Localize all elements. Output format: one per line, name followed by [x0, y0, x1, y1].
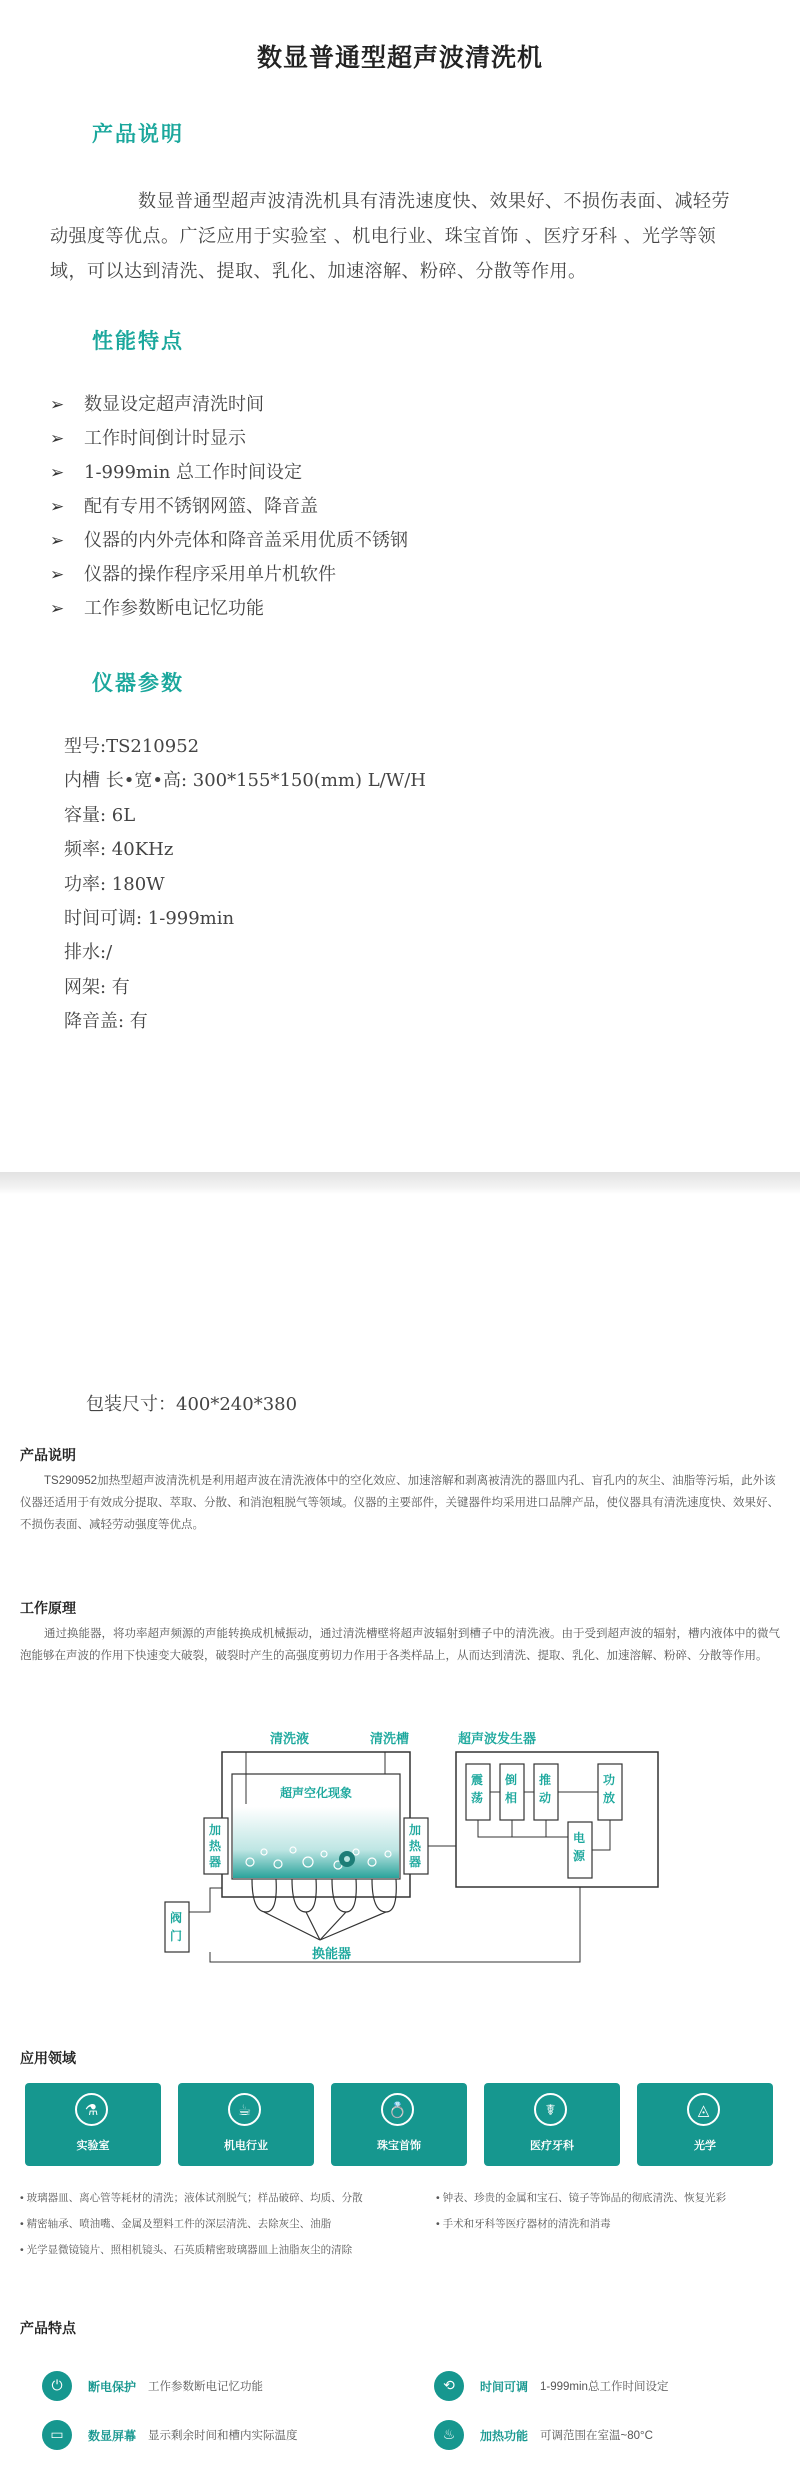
arrow-bullet-icon: ➢ [50, 599, 65, 619]
svg-text:电: 电 [573, 1831, 586, 1845]
list-item: ➢ 工作时间倒计时显示 [50, 422, 408, 456]
heat-icon: ♨ [434, 2420, 464, 2450]
svg-text:倒: 倒 [505, 1773, 518, 1787]
list-item: ➢ 工作参数断电记忆功能 [50, 592, 408, 626]
param-basket: 网架: 有 [64, 976, 130, 998]
feature-name: 加热功能 [480, 2429, 529, 2443]
clock-icon: ⟲ [434, 2371, 464, 2401]
param-inner-size: 内槽 长•宽•高: 300*155*150(mm) L/W/H [64, 770, 426, 792]
principle-paragraph: 通过换能器，将功率超声频源的声能转换成机械振动，通过清洗槽壁将超声波辐射到槽子中的清洗液。由于受到超声波的辐射，槽内液体中的微气泡能够在声波的作用下快速变大破裂，破裂时产生的高强度剪切力作用于各类样品上，从而达到清洗、提取、乳化、加速溶解、粉碎、分散等作用。 [20, 1628, 780, 1662]
svg-text:加: 加 [409, 1823, 422, 1837]
label-cavitation: 超声空化现象 [280, 1786, 353, 1800]
features2-heading: 产品特点 [20, 2320, 76, 2336]
section-heading-description: 产品说明 [92, 121, 184, 146]
intro-paragraph: TS290952加热型超声波清洗机是利用超声波在清洗液体中的空化效应、加速溶解和剥离被清洗的器皿内孔、盲孔内的灰尘、油脂等污垢，此外该仪器还适用于有效成分提取、萃取、分散、和消泡粗脱气等领域。仪器的主要部件，关键器件均采用进口品牌产品，使仪器具有清洗速度快、效果好、不损伤表面、减轻劳动强度等优点。 [20, 1475, 779, 1531]
description-paragraph [50, 184, 740, 289]
list-item: • 钟表、珍贵的金属和宝石、镜子等饰品的彻底清洗、恢复光彩 [436, 2192, 727, 2204]
section-heading-parameters: 仪器参数 [92, 670, 184, 695]
param-lid: 降音盖: 有 [64, 1011, 148, 1033]
cleaning-liquid [233, 1807, 399, 1878]
list-item: ➢ 1-999min 总工作时间设定 [50, 456, 408, 490]
feature-desc: 可调范围在室温~80°C [540, 2430, 653, 2442]
transducers [252, 1879, 396, 1940]
svg-text:相: 相 [505, 1791, 518, 1805]
arrow-bullet-icon: ➢ [50, 497, 65, 517]
svg-text:热: 热 [409, 1839, 422, 1853]
param-frequency: 频率: 40KHz [64, 839, 174, 861]
arrow-bullet-icon: ➢ [50, 531, 65, 551]
app-card-lab: ⚗ 实验室 [25, 2083, 161, 2166]
arrow-bullet-icon: ➢ [50, 463, 65, 483]
feature-name: 时间可调 [480, 2380, 529, 2394]
feature-name: 数显屏幕 [88, 2429, 137, 2443]
label-liquid: 清洗液 [270, 1731, 310, 1746]
label-transducer: 换能器 [312, 1946, 352, 1961]
app-card-mechanical: ☕ 机电行业 [178, 2083, 314, 2166]
svg-text:器: 器 [209, 1855, 222, 1869]
list-item: ➢ 配有专用不锈钢网篮、降音盖 [50, 490, 408, 524]
arrow-bullet-icon: ➢ [50, 429, 65, 449]
svg-text:器: 器 [409, 1855, 422, 1869]
svg-text:震: 震 [471, 1773, 484, 1787]
list-item: • 精密轴承、喷油嘴、金属及塑料工件的深层清洗、去除灰尘、油脂 [20, 2218, 332, 2230]
svg-text:动: 动 [539, 1791, 552, 1805]
power-shield-icon: ⏻ [42, 2371, 72, 2401]
list-item: • 光学显微镜镜片、照相机镜头、石英质精密玻璃器皿上油脂灰尘的清除 [20, 2244, 353, 2256]
principle-heading: 工作原理 [20, 1600, 76, 1616]
arrow-bullet-icon: ➢ [50, 395, 65, 415]
features-list [50, 388, 408, 626]
label-heater-left-1: 加 [209, 1823, 222, 1837]
svg-text:源: 源 [573, 1849, 586, 1863]
svg-text:热: 热 [209, 1839, 222, 1853]
cup-icon: ☕ [228, 2093, 261, 2126]
working-principle-diagram [160, 1712, 660, 1972]
ring-icon: 💍 [381, 2093, 414, 2126]
svg-text:荡: 荡 [471, 1791, 484, 1805]
svg-text:功: 功 [603, 1773, 616, 1787]
label-generator: 超声波发生器 [458, 1731, 537, 1746]
arrow-bullet-icon: ➢ [50, 565, 65, 585]
list-item: ➢ 仪器的操作程序采用单片机软件 [50, 558, 408, 592]
list-item: ➢ 数显设定超声清洗时间 [50, 388, 408, 422]
app-card-optics: ◬ 光学 [637, 2083, 773, 2166]
param-power: 功率: 180W [64, 873, 165, 895]
feature-desc: 显示剩余时间和槽内实际温度 [148, 2430, 298, 2442]
intro-heading: 产品说明 [20, 1447, 76, 1463]
package-size: 包装尺寸：400*240*380 [86, 1394, 298, 1415]
param-time: 时间可调: 1-999min [64, 908, 235, 930]
section-divider [0, 1172, 800, 1194]
feature-desc: 工作参数断电记忆功能 [148, 2381, 263, 2393]
label-tank: 清洗槽 [370, 1731, 410, 1746]
list-item: • 玻璃器皿、离心管等耗材的清洗；液体试剂脱气；样品破碎、均质、分散 [20, 2192, 363, 2204]
screen-icon: ▭ [42, 2420, 72, 2450]
param-drain: 排水:/ [64, 942, 113, 964]
flask-icon: ⚗ [75, 2093, 108, 2126]
description-text: 数显普通型超声波清洗机具有清洗速度快、效果好、不损伤表面、减轻劳动强度等优点。广泛应用于实验室 、机电行业、珠宝首饰 、医疗牙科 、光学等领域，可以达到清洗、提取、乳化、加速溶解、粉碎、分散等作用。 [50, 191, 730, 282]
tooth-icon: ☤ [534, 2093, 567, 2126]
lens-icon: ◬ [687, 2093, 720, 2126]
section-heading-features: 性能特点 [92, 328, 184, 353]
param-capacity: 容量: 6L [64, 804, 136, 826]
svg-text:阀: 阀 [170, 1911, 183, 1925]
list-item: • 手术和牙科等医疗器材的清洗和消毒 [436, 2218, 611, 2230]
parameters-list [64, 730, 426, 1040]
svg-text:推: 推 [539, 1773, 552, 1787]
svg-text:门: 门 [170, 1929, 183, 1943]
app-card-dental: ☤ 医疗牙科 [484, 2083, 620, 2166]
feature-desc: 1-999min总工作时间设定 [540, 2381, 669, 2393]
list-item: ➢ 仪器的内外壳体和降音盖采用优质不锈钢 [50, 524, 408, 558]
page-title: 数显普通型超声波清洗机 [256, 43, 543, 72]
feature-name: 断电保护 [88, 2380, 137, 2394]
apps-heading: 应用领域 [20, 2050, 76, 2066]
app-card-jewelry: 💍 珠宝首饰 [331, 2083, 467, 2166]
valve [165, 1902, 189, 1952]
param-model: 型号:TS210952 [64, 736, 200, 757]
svg-text:放: 放 [603, 1791, 616, 1805]
